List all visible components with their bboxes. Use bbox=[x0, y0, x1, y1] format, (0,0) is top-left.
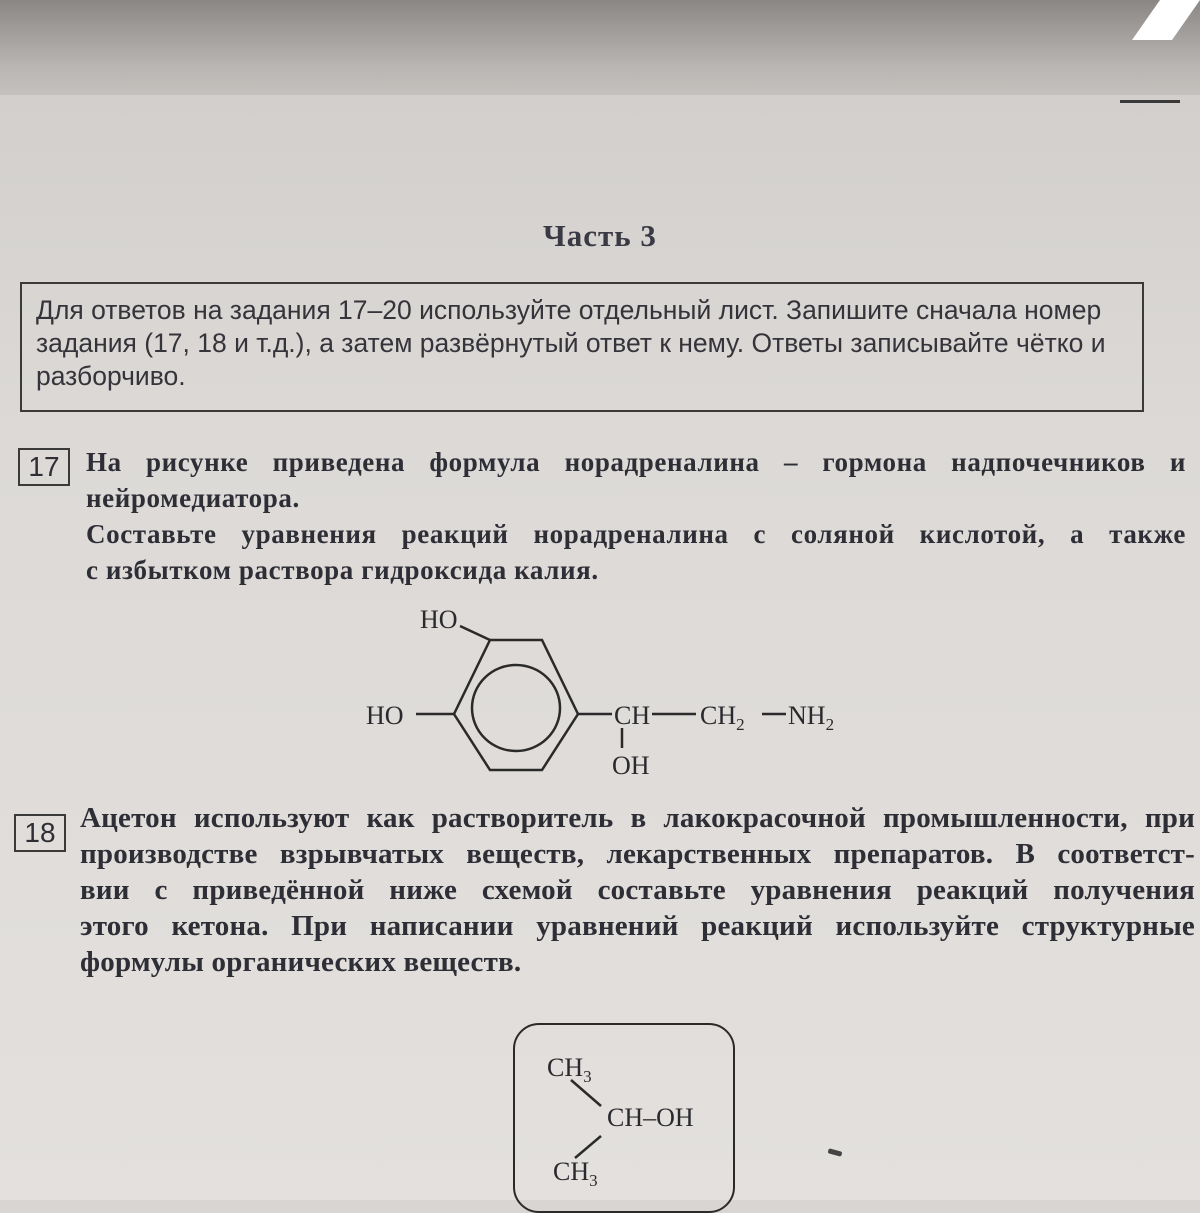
task-18-line-5: формулы органических веществ. bbox=[80, 946, 522, 978]
ch2-main: CH bbox=[700, 701, 737, 730]
ch2-subscript: 2 bbox=[736, 715, 745, 734]
task-17-line-2: нейромедиатора. bbox=[86, 483, 300, 513]
ch3-top-label bbox=[547, 1053, 592, 1086]
bond-top-ho bbox=[460, 626, 490, 640]
oh-label: OH bbox=[612, 751, 650, 780]
ho-left-label: HO bbox=[366, 701, 404, 730]
noradrenaline-formula bbox=[350, 598, 910, 798]
ch3-top-main: CH bbox=[547, 1053, 584, 1082]
ch2-label bbox=[700, 701, 745, 734]
nh2-main: NH bbox=[788, 701, 826, 730]
task-17-text bbox=[86, 444, 1186, 588]
isopropanol-formula bbox=[513, 1040, 743, 1200]
task-17-number: 17 bbox=[18, 448, 70, 486]
bond-bottom-methyl bbox=[575, 1136, 601, 1158]
ch3-bottom-subscript: 3 bbox=[589, 1171, 598, 1190]
instructions-box bbox=[20, 282, 1144, 412]
ch3-bottom-main: CH bbox=[553, 1157, 590, 1186]
choh-label: CH–OH bbox=[607, 1103, 694, 1132]
task-17-line-3: Составьте уравнения реакций норадреналина с соляной кислотой, а также bbox=[86, 519, 1186, 549]
ho-top-label: HO bbox=[420, 605, 458, 634]
task-18-line-1: Ацетон используют как растворитель в лакокрасочной промышленности, при bbox=[80, 802, 1195, 834]
aromatic-circle bbox=[472, 665, 560, 751]
task-18-line-3: вии с приведённой ниже схемой составьте уравнения реакций получения bbox=[80, 874, 1195, 906]
instructions-line-2: задания (17, 18 и т.д.), а затем развёрнутый ответ к нему. Ответы записывайте чётко и bbox=[36, 328, 1106, 358]
ch3-top-subscript: 3 bbox=[583, 1067, 592, 1086]
task-18-text bbox=[80, 800, 1195, 980]
part-title: Часть 3 bbox=[543, 218, 657, 253]
task-18-number: 18 bbox=[14, 814, 66, 852]
ch3-bottom-label bbox=[553, 1157, 598, 1190]
task-17-line-1: На рисунке приведена формула норадреналина – гормона надпочечников и bbox=[86, 447, 1186, 477]
instructions-line-3: разборчиво. bbox=[36, 361, 186, 391]
ch-label: CH bbox=[614, 701, 651, 730]
task-17-line-4: с избытком раствора гидроксида калия. bbox=[86, 555, 599, 585]
nh2-label bbox=[788, 701, 834, 734]
instructions-line-1: Для ответов на задания 17–20 используйте отдельный лист. Запишите сначала номер bbox=[36, 295, 1102, 325]
task-18-line-2: производстве взрывчатых веществ, лекарственных препаратов. В соответст- bbox=[80, 838, 1195, 870]
margin-line bbox=[1120, 100, 1180, 103]
task-18-line-4: этого кетона. При написании уравнений реакций используйте структурные bbox=[80, 910, 1195, 942]
nh2-subscript: 2 bbox=[825, 715, 835, 734]
